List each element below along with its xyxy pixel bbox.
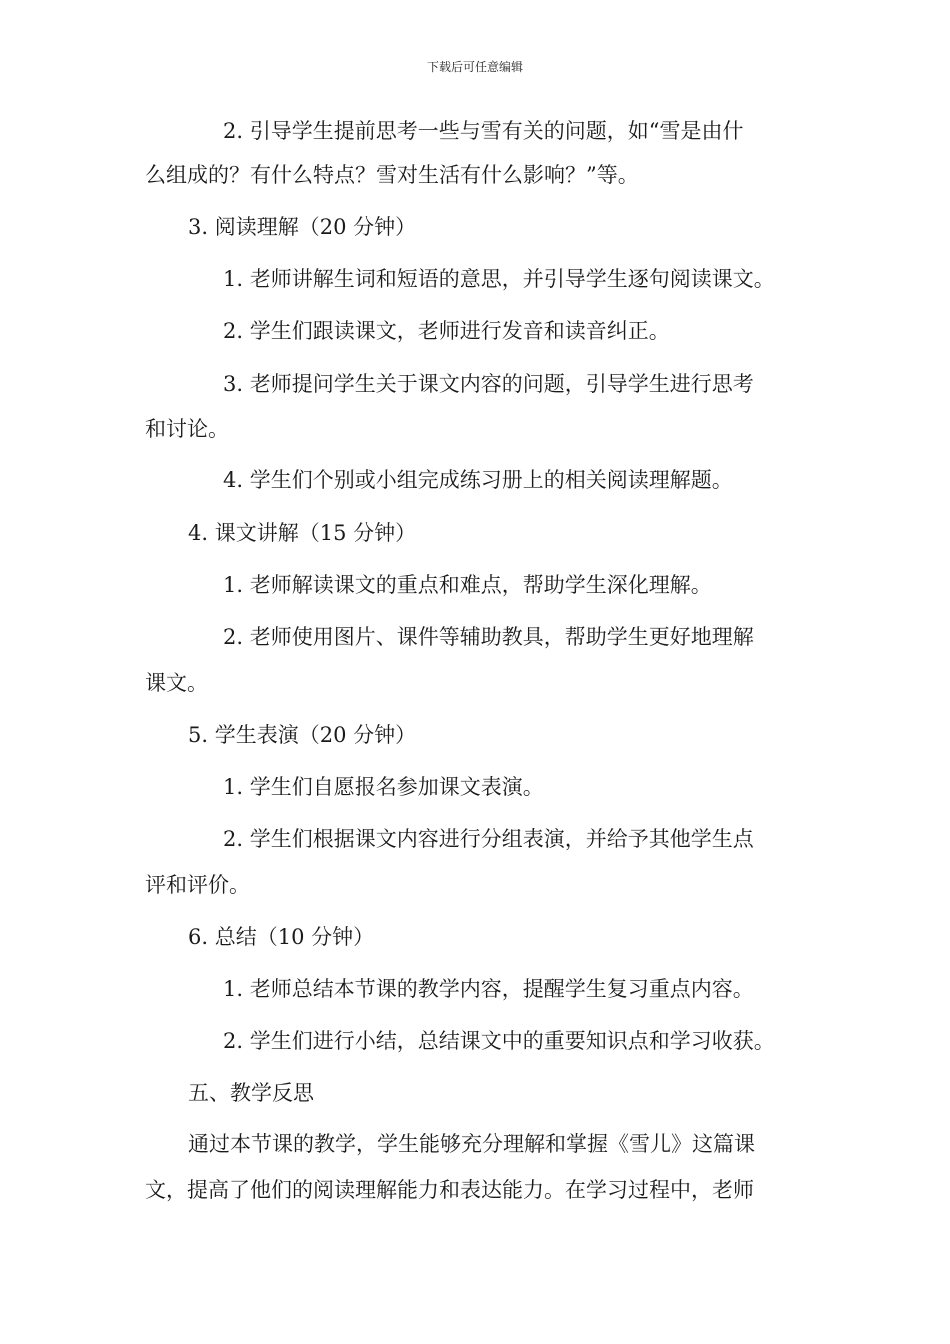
text-line: 和讨论。 bbox=[145, 417, 229, 441]
text-line: 2. 老师使用图片、课件等辅助教具，帮助学生更好地理解 bbox=[223, 625, 754, 649]
text-line: 课文。 bbox=[145, 671, 208, 695]
text-line: 3. 阅读理解（20 分钟） bbox=[188, 215, 417, 239]
text-line: 2. 学生们根据课文内容进行分组表演，并给予其他学生点 bbox=[223, 827, 754, 851]
section-heading: 五、教学反思 bbox=[188, 1081, 314, 1105]
text-line: 5. 学生表演（20 分钟） bbox=[188, 723, 417, 747]
text-line: 2. 学生们跟读课文，老师进行发音和读音纠正。 bbox=[223, 319, 670, 343]
text-line: 2. 学生们进行小结，总结课文中的重要知识点和学习收获。 bbox=[223, 1029, 775, 1053]
text-line: 评和评价。 bbox=[145, 873, 250, 897]
text-line: 1. 老师解读课文的重点和难点，帮助学生深化理解。 bbox=[223, 573, 712, 597]
text-line: 2. 引导学生提前思考一些与雪有关的问题，如“雪是由什 bbox=[223, 119, 744, 143]
text-line: 文，提高了他们的阅读理解能力和表达能力。在学习过程中，老师 bbox=[145, 1178, 754, 1202]
text-line: 通过本节课的教学，学生能够充分理解和掌握《雪儿》这篇课 bbox=[188, 1132, 755, 1156]
text-line: 3. 老师提问学生关于课文内容的问题，引导学生进行思考 bbox=[223, 372, 754, 396]
text-line: 4. 学生们个别或小组完成练习册上的相关阅读理解题。 bbox=[223, 468, 733, 492]
text-line: 1. 老师总结本节课的教学内容，提醒学生复习重点内容。 bbox=[223, 977, 754, 1001]
text-line: 1. 老师讲解生词和短语的意思，并引导学生逐句阅读课文。 bbox=[223, 267, 775, 291]
text-line: 么组成的？有什么特点？雪对生活有什么影响？”等。 bbox=[145, 163, 639, 187]
text-line: 4. 课文讲解（15 分钟） bbox=[188, 521, 417, 545]
page-header: 下载后可任意编辑 bbox=[426, 60, 523, 74]
text-line: 6. 总结（10 分钟） bbox=[188, 925, 375, 949]
text-line: 1. 学生们自愿报名参加课文表演。 bbox=[223, 775, 544, 799]
